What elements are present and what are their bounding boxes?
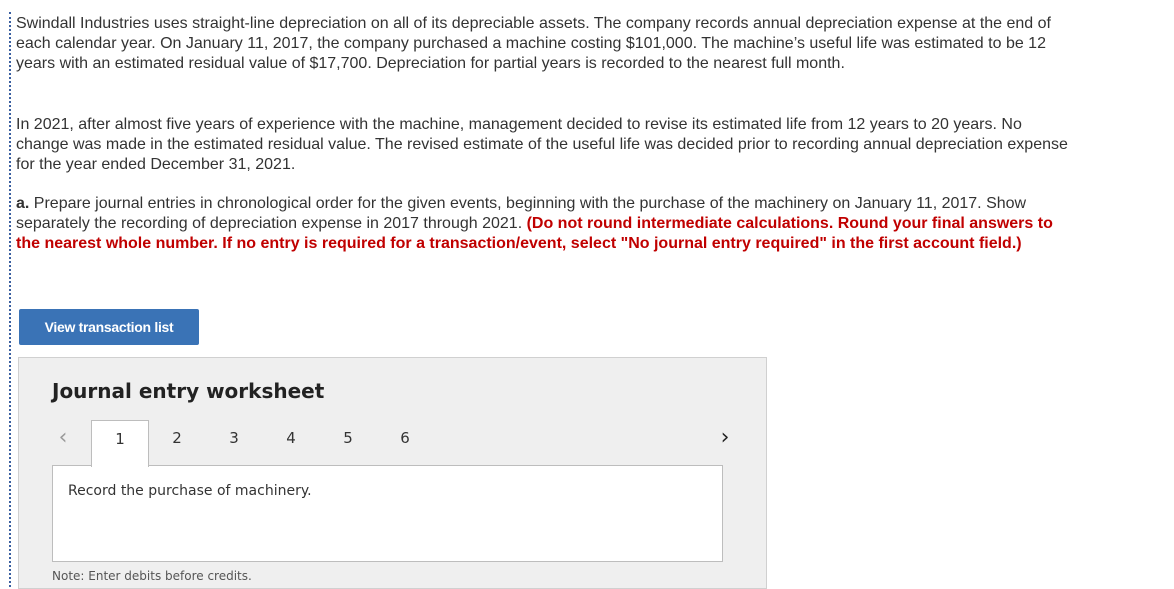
part-letter: a. [16, 195, 30, 212]
worksheet-content-panel [52, 465, 723, 562]
part-instruction: (Do not round intermediate calculations. Round your final answers to the nearest whole number. If no entry is required for a transaction/event, select "No journal entry required" in the first account field.) [16, 215, 1053, 252]
worksheet-note: Note: Enter debits before credits. [52, 569, 252, 583]
worksheet-tab-3[interactable]: 3 [229, 429, 239, 447]
journal-entry-worksheet [18, 357, 767, 589]
worksheet-tab-2[interactable]: 2 [172, 429, 182, 447]
worksheet-tab-5[interactable]: 5 [343, 429, 353, 447]
problem-part-a [16, 194, 1076, 254]
chevron-left-icon[interactable]: ‹ [58, 425, 68, 450]
view-transaction-list-button[interactable]: View transaction list [19, 309, 199, 345]
worksheet-tab-4[interactable]: 4 [286, 429, 296, 447]
worksheet-tab-1[interactable]: 1 [91, 420, 149, 467]
worksheet-tab-6[interactable]: 6 [400, 429, 410, 447]
part-text: Prepare journal entries in chronological order for the given events, beginning with the purchase of the machinery on January 11, 2017. Show separately the recording of depreciation expense in 2017 through 2021. [16, 195, 1027, 232]
problem-paragraph-2: In 2021, after almost five years of experience with the machine, management decided to revise its estimated life from 12 years to 20 years. No change was made in the estimated residual value. The revised estimate of the useful life was decided prior to recording annual depreciation expense for the year ended December 31, 2021. [16, 116, 1068, 173]
worksheet-title: Journal entry worksheet [52, 379, 325, 403]
worksheet-instruction: Record the purchase of machinery. [68, 483, 312, 499]
problem-paragraph-1: Swindall Industries uses straight-line depreciation on all of its depreciable assets. The company records annual depreciation expense at the end of each calendar year. On January 11, 2017, the company purchased a machine costing $101,000. The machine’s useful life was estimated to be 12 years with an estimated residual value of $17,700. Depreciation for partial years is recorded to the nearest full month. [16, 15, 1051, 72]
chevron-right-icon[interactable]: › [720, 425, 730, 450]
